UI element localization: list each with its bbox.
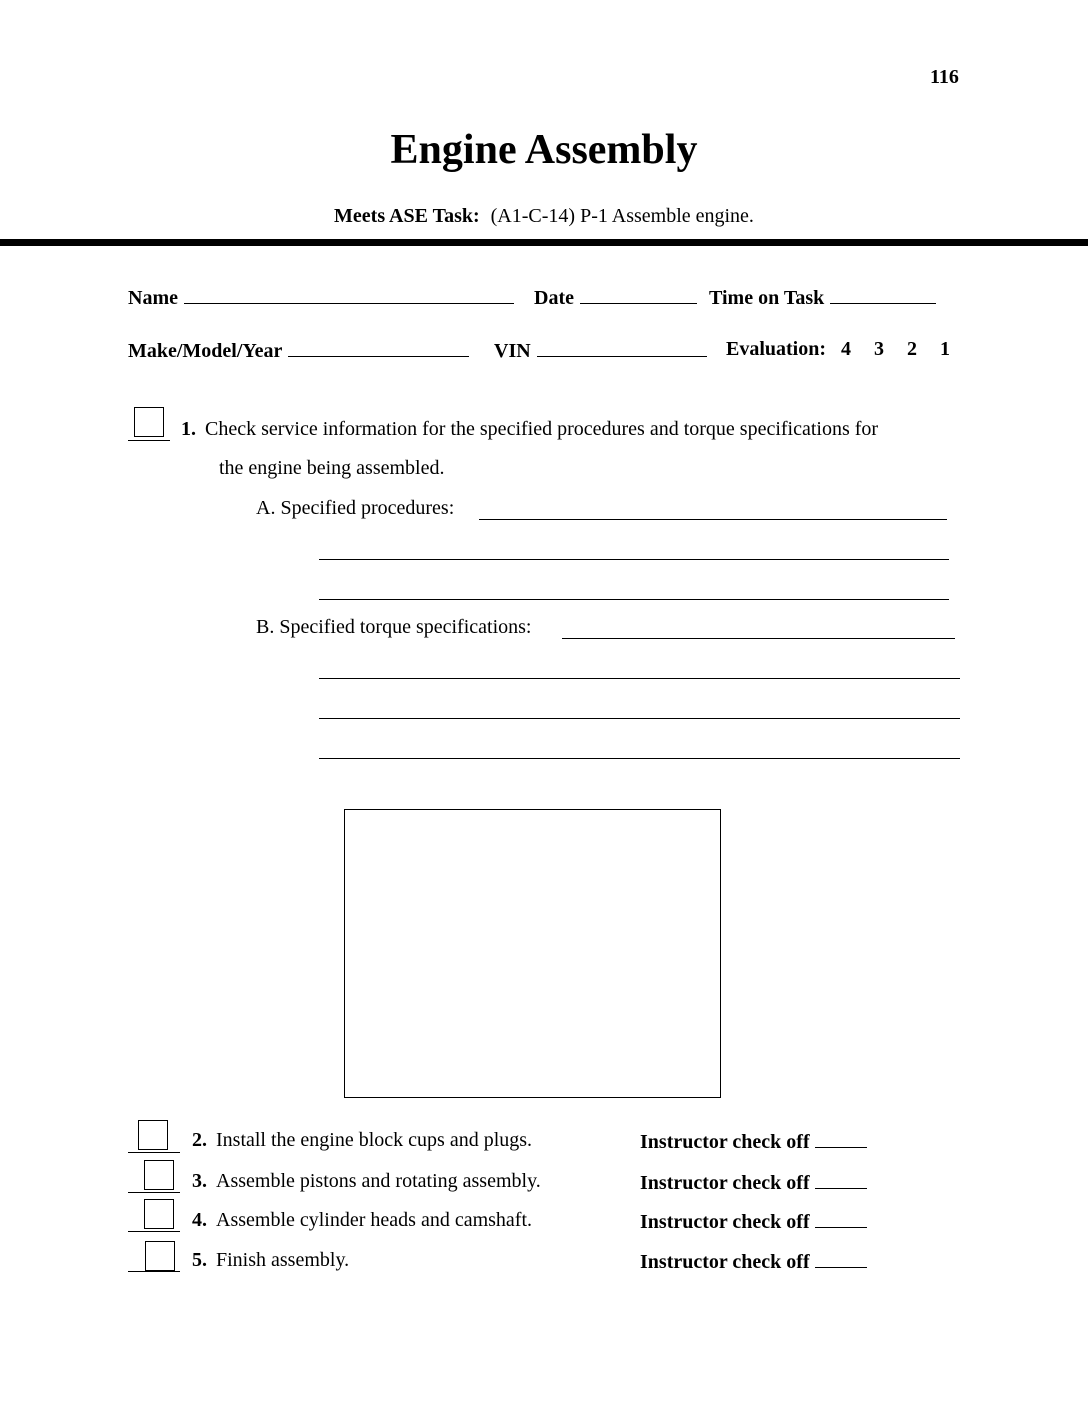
step-4-text: Assemble cylinder heads and camshaft. <box>216 1209 533 1231</box>
step-1-checkbox[interactable] <box>134 407 164 437</box>
name-field <box>128 285 514 310</box>
step-3-checkoff-label: Instructor check off <box>640 1172 810 1194</box>
step-2-checkoff <box>640 1129 867 1154</box>
make-model-year-input[interactable] <box>288 338 469 357</box>
time-on-task-label: Time on Task <box>709 287 825 309</box>
evaluation-option-2[interactable]: 2 <box>907 338 918 360</box>
date-input[interactable] <box>580 285 697 304</box>
evaluation-label: Evaluation: <box>726 338 827 360</box>
step-2-text: Install the engine block cups and plugs. <box>216 1129 533 1151</box>
evaluation-field <box>726 338 950 361</box>
step-2-number: 2. <box>192 1129 207 1151</box>
evaluation-option-1[interactable]: 1 <box>940 338 951 360</box>
step-2-checkbox[interactable] <box>138 1120 168 1150</box>
name-input[interactable] <box>184 285 514 304</box>
ase-task-label: Meets ASE Task: <box>334 205 480 227</box>
step-2-checkoff-input[interactable] <box>815 1129 867 1148</box>
step-4-checkbox[interactable] <box>144 1199 174 1229</box>
ase-task <box>0 205 1088 228</box>
header-divider <box>0 239 1088 246</box>
step-4-number: 4. <box>192 1209 207 1231</box>
step-2-underline <box>128 1152 180 1153</box>
time-on-task-input[interactable] <box>830 285 936 304</box>
step-1-text-cont: the engine being assembled. <box>219 457 445 479</box>
procedures-line-1[interactable] <box>479 519 947 520</box>
step-3-checkbox[interactable] <box>144 1160 174 1190</box>
step-4-checkoff <box>640 1209 867 1234</box>
page-number: 116 <box>930 66 959 88</box>
step-3 <box>192 1170 541 1193</box>
step-4 <box>192 1209 532 1232</box>
torque-line-2[interactable] <box>319 678 960 679</box>
vin-input[interactable] <box>537 338 707 357</box>
vin-label: VIN <box>494 340 531 362</box>
step-3-checkoff-input[interactable] <box>815 1170 867 1189</box>
step-1-underline <box>128 440 170 441</box>
step-4-underline <box>128 1231 180 1232</box>
step-1b-label: B. Specified torque specifications: <box>256 616 532 638</box>
step-1-number: 1. <box>181 418 196 440</box>
step-1-text: Check service information for the specified procedures and torque specifications for <box>205 418 879 440</box>
procedures-line-2[interactable] <box>319 559 949 560</box>
torque-line-4[interactable] <box>319 758 960 759</box>
name-label: Name <box>128 287 178 309</box>
step-5-checkoff-label: Instructor check off <box>640 1251 810 1273</box>
image-placeholder-box <box>344 809 721 1098</box>
date-field <box>534 285 697 310</box>
evaluation-option-3[interactable]: 3 <box>874 338 885 360</box>
step-5-text: Finish assembly. <box>216 1249 350 1271</box>
page-title: Engine Assembly <box>390 127 698 173</box>
make-model-year-field <box>128 338 469 363</box>
step-3-checkoff <box>640 1170 867 1195</box>
step-5-number: 5. <box>192 1249 207 1271</box>
step-4-checkoff-label: Instructor check off <box>640 1211 810 1233</box>
step-5-checkoff-input[interactable] <box>815 1249 867 1268</box>
step-3-text: Assemble pistons and rotating assembly. <box>216 1170 541 1192</box>
make-model-year-label: Make/Model/Year <box>128 340 283 362</box>
evaluation-option-4[interactable]: 4 <box>841 338 852 360</box>
torque-line-1[interactable] <box>562 638 955 639</box>
step-3-underline <box>128 1192 180 1193</box>
step-5-underline <box>128 1271 180 1272</box>
date-label: Date <box>534 287 574 309</box>
step-1 <box>181 418 878 441</box>
time-on-task-field <box>709 285 936 310</box>
step-2 <box>192 1129 532 1152</box>
step-5-checkoff <box>640 1249 867 1274</box>
step-4-checkoff-input[interactable] <box>815 1209 867 1228</box>
ase-task-value: (A1-C-14) P-1 Assemble engine. <box>490 205 754 227</box>
step-3-number: 3. <box>192 1170 207 1192</box>
procedures-line-3[interactable] <box>319 599 949 600</box>
step-1a-label: A. Specified procedures: <box>256 497 455 519</box>
step-5-checkbox[interactable] <box>145 1241 175 1271</box>
torque-line-3[interactable] <box>319 718 960 719</box>
vin-field <box>494 338 707 363</box>
step-5 <box>192 1249 349 1272</box>
step-2-checkoff-label: Instructor check off <box>640 1131 810 1153</box>
